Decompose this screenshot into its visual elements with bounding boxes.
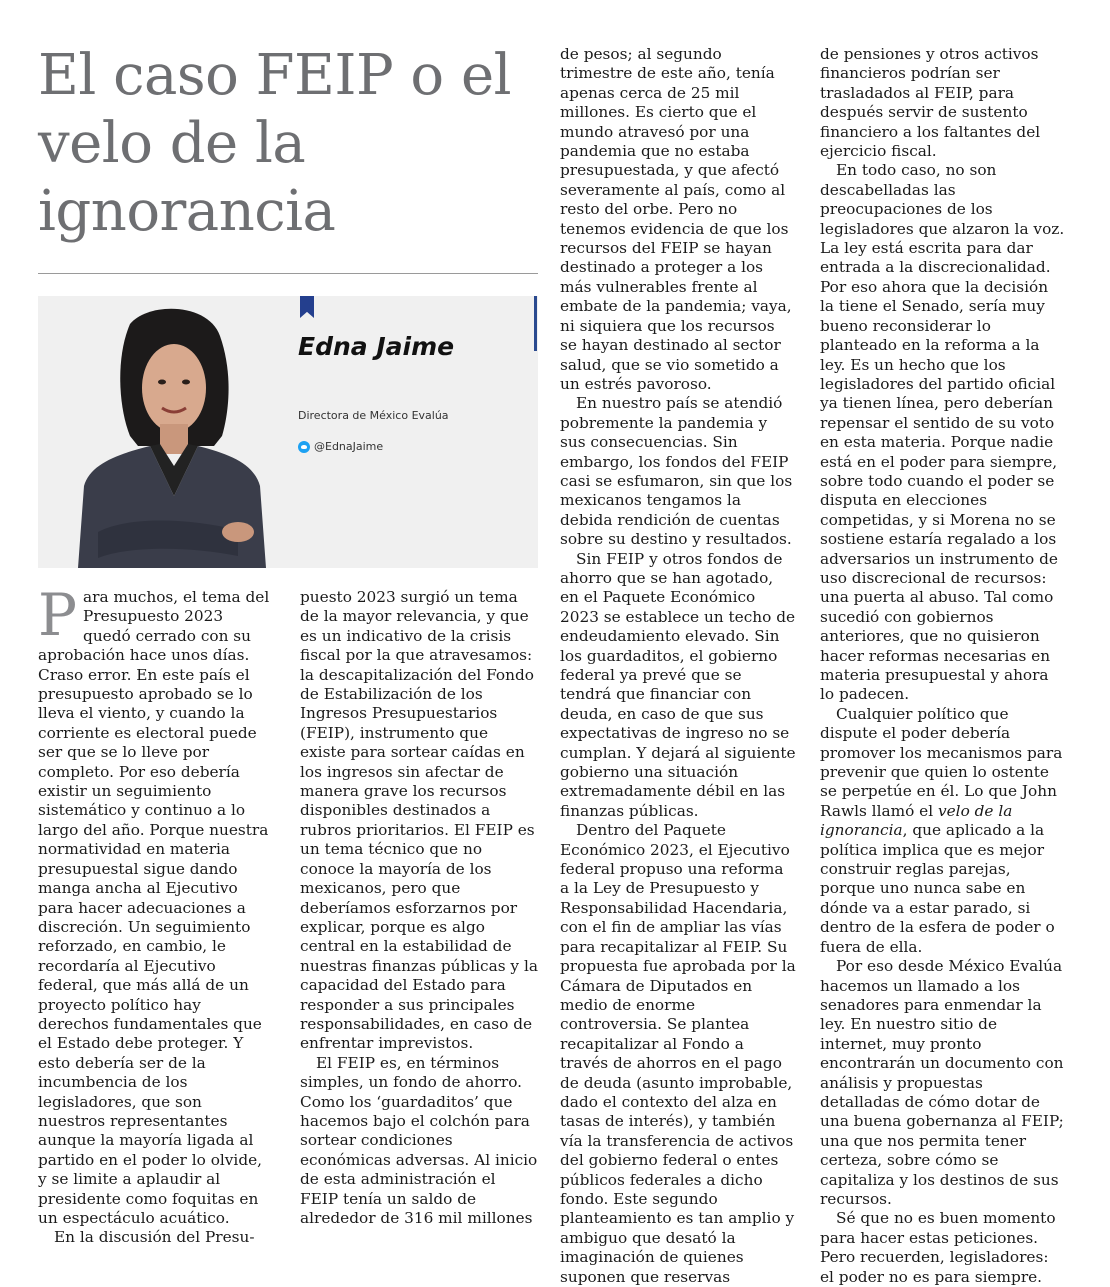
headline: El caso FEIP o el velo de la ignorancia [38,43,511,244]
article-paragraph: En la discusión del Presu- [54,1228,255,1247]
article-paragraph [820,705,1066,957]
article-paragraph: Sin FEIP y otros fondos de ahorro que se han agotado, en el Paquete Económico 2023 se establece un techo de endeudamiento elevado. Sin los guardaditos, el gobierno federal ya prevé que se tendrá que financiar con deuda, en caso de que sus expectativas de ingreso no se cumplan. Y dejará al siguiente gobierno una situación extremadamente débil en las finanzas públicas. [560,549,796,820]
article-column-3 [560,45,796,1287]
drop-cap: P [38,581,78,649]
article-paragraph [38,581,273,1228]
author-portrait [38,296,288,568]
author-role: Directora de México Evalúa [298,409,449,422]
article-paragraph: En todo caso, no son descabelladas las preocupaciones de los legisladores que alzaron la voz. La ley está escrita para dar entrada a la discrecionalidad. Por eso ahora que la decisión la tiene el Senado, sería muy bueno reconsiderar lo planteado en la reforma a la ley. Es un hecho que los legisladores del partido oficial ya tienen línea, pero deberían repensar el sentido de su voto en esta materia. Porque nadie está en el poder para siempre, sobre todo cuando el poder se disputa en elecciones competidas, y si Morena no se sostiene estaría regalado a los adversarios un instrumento de uso discrecional de recursos: una puerta al abuso. Tal como sucedió con gobiernos anteriores, que no quisieron hacer reformas necesarias en materia presupuestal y ahora lo padecen. [820,161,1065,704]
author-handle[interactable] [298,440,383,453]
article-paragraph: puesto 2023 surgió un tema de la mayor relevancia, y que es un indicativo de la crisis fiscal por la que atravesamos: la descapitalización del Fondo de Estabilización de los Ingresos Presupuestarios (FEIP), instrumento que existe para sortear caídas en los ingresos sin afectar de manera grave los recursos disponibles destinados a rubros prioritarios. El FEIP es un tema técnico que no conoce la mayoría de los mexicanos, pero que deberíamos esforzarnos por explicar, porque es algo central en la estabilidad de nuestras finanzas públicas y la capacidad del Estado para responder a sus principales responsabilidades, en caso de enfrentar imprevistos. [300,588,538,1053]
article-paragraph: de pensiones y otros activos financieros podrían ser trasladados al FEIP, para después servir de sustento financiero a los faltantes del ejercicio fiscal. [820,45,1041,161]
author-name: Edna Jaime [298,332,455,361]
twitter-icon [298,441,310,453]
article-paragraph: En nuestro país se atendió pobremente la pandemia y sus consecuencias. Sin embargo, los fondos del FEIP casi se esfumaron, sin que los mexicanos tengamos la debida rendición de cuentas sobre su destino y resultados. [560,394,793,549]
paragraph-text: , que aplicado a la política implica que es mejor construir reglas parejas, porque uno nunca sabe en dónde va a estar parado, si dentro de la esfera de poder o fuera de ella. [820,821,1055,956]
paragraph-text: Cualquier político que dispute el poder debería promover los mecanismos para prevenir que quien lo ostente se perpetúe en él. Lo que John Rawls llamó el [820,704,1063,820]
article-paragraph: El FEIP es, en términos simples, un fondo de ahorro. Como los ‘guardaditos’ que hacemos bajo el colchón para sortear condiciones económicas adversas. Al inicio de esta administración el FEIP tenía un saldo de alrededor de 316 mil millones [300,1053,538,1227]
headline-divider [38,273,538,274]
emphasis-text: velo de la ignorancia [820,801,1013,840]
article-paragraph: de pesos; al segundo trimestre de este año, tenía apenas cerca de 25 mil millones. Es cierto que el mundo atravesó por una pandemia que no estaba presupuestada, y que afectó severamente al país, como al resto del orbe. Pero no tenemos evidencia de que los recursos del FEIP se hayan destinado a proteger a los más vulnerables frente al embate de la pandemia; vaya, ni siquiera que los recursos se hayan destinado al sector salud, que se vio sometido a un estrés pavoroso. [560,45,792,393]
paragraph-text: ara muchos, el tema del Presupuesto 2023 quedó cerrado con su aprobación hace unos días. Craso error. En este país el presupuesto aprobado se lo lleva el viento, y cuando la corriente es electoral puede ser que se lo lleve por completo. Por eso debería existir un seguimiento sistemático y continuo a lo largo del año. Porque nuestra normatividad en materia presupuestal sigue dando manga ancha al Ejecutivo para hacer adecuaciones a discreción. Un seguimiento reforzado, en cambio, le recordaría al Ejecutivo federal, que más allá de un proyecto político hay derechos fundamentales que el Estado debe proteger. Y esto debería ser de la incumbencia de los legisladores, que son nuestros representantes aunque la mayoría ligada al partido en el poder lo olvide, y se limite a aplaudir al presidente como foquitas en un espectáculo acuático. [38,588,270,1227]
author-handle-text: @EdnaJaime [314,440,384,453]
article-column-4 [820,45,1066,1287]
article-paragraph: Dentro del Paquete Económico 2023, el Ejecutivo federal propuso una reforma a la Ley de Presupuesto y Responsabilidad Hacendaria, con el fin de ampliar las vías para recapitalizar al FEIP. Su propuesta fue aprobada por la Cámara de Diputados en medio de enorme controversia. Se plantea recapitalizar al Fondo a través de ahorros en el pago de deuda (asunto improbable, dado el contexto del alza en tasas de interés), y también vía la transferencia de activos del gobierno federal o entes públicos federales a dicho fondo. Este segundo planteamiento es tan amplio y ambiguo que desató la imaginación de quienes suponen que reservas [560,821,796,1286]
article-paragraph: Por eso desde México Evalúa hacemos un llamado a los senadores para enmendar la ley. En nuestro sitio de internet, muy pronto encontrarán un documento con análisis y propuestas detalladas de cómo dotar de una buena gobernanza al FEIP; una que nos permita tener certeza, sobre cómo se capitaliza y los destinos de sus recursos. [820,957,1064,1208]
frame-corner [534,296,537,351]
article-paragraph: Sé que no es buen momento para hacer estas peticiones. Pero recuerden, legisladores: el poder no es para siempre. [820,1209,1056,1286]
article-column-2 [300,588,538,1228]
article-column-1 [38,581,273,1248]
